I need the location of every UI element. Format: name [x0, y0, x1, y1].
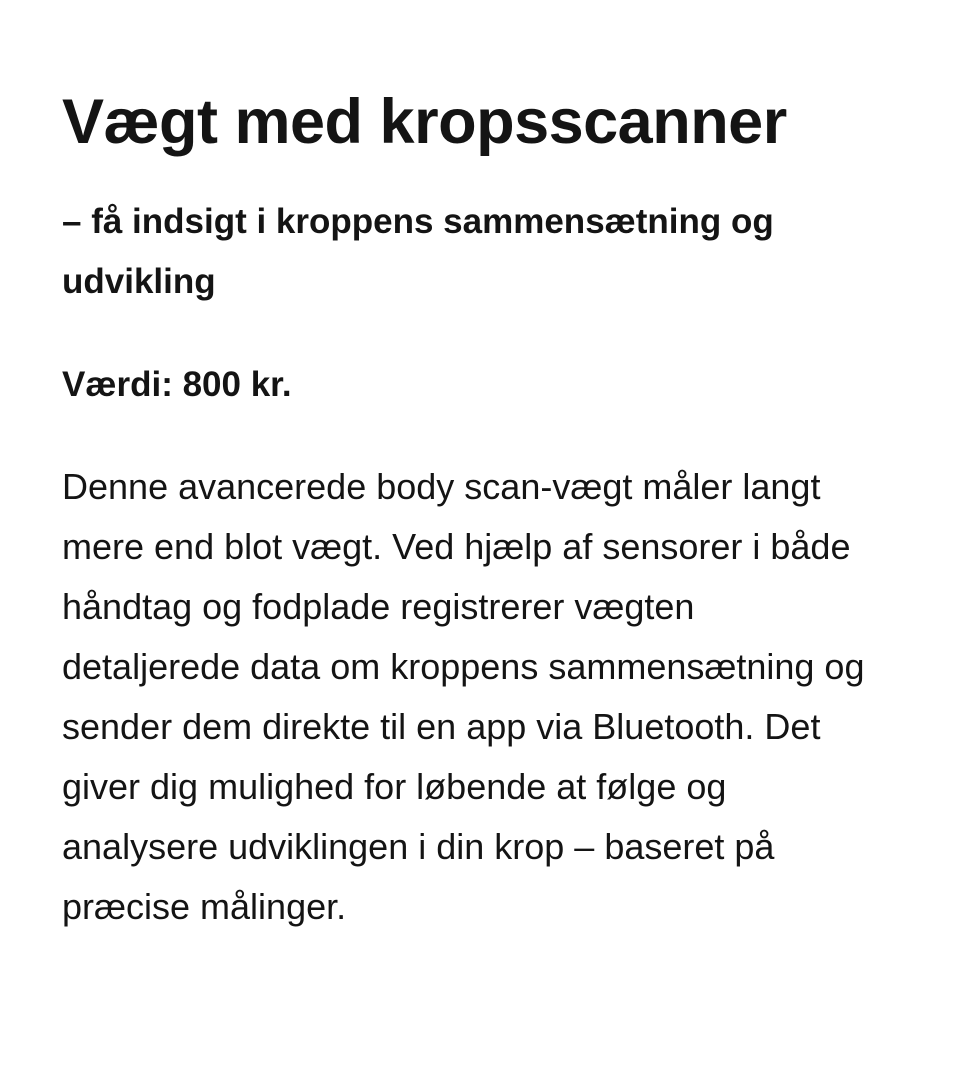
page-subtitle: – få indsigt i kroppens sammensætning og udvikling: [62, 202, 774, 301]
product-description: Denne avancerede body scan-vægt måler langt mere end blot vægt. Ved hjælp af sensorer i både håndtag og fodplade registrerer vægten detaljerede data om kroppens sammensætning og sender dem direkte til en app via Bluetooth. Det giver dig mulighed for løbende at følge og analysere udviklingen i din krop – baseret på præcise målinger.: [62, 466, 865, 927]
product-value: Værdi: 800 kr.: [62, 365, 292, 404]
page-title: Vægt med kropsscanner: [62, 87, 787, 157]
